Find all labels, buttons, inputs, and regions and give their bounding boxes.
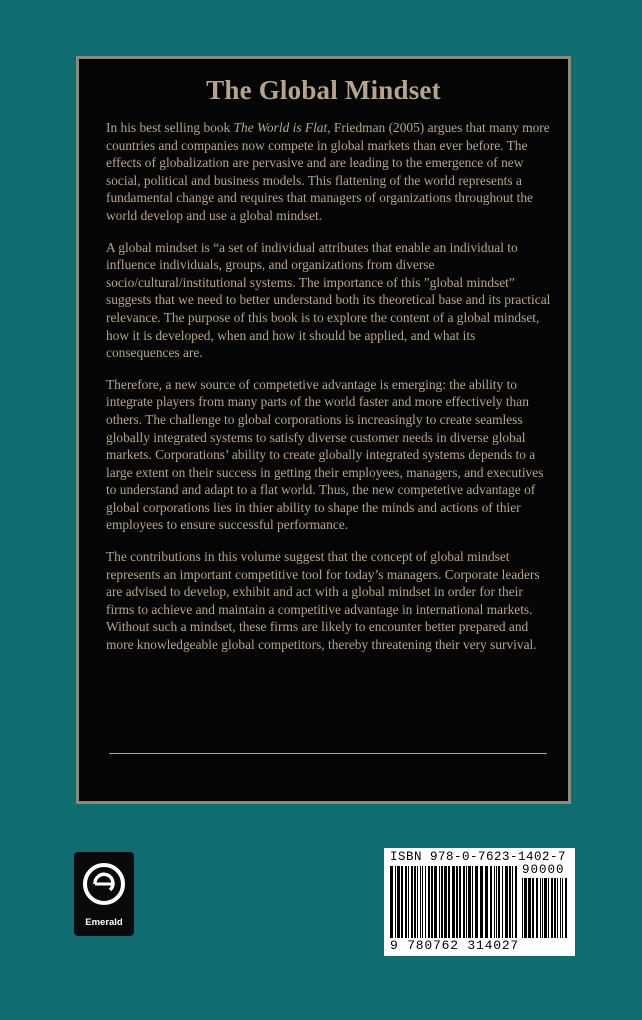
- description-panel: [76, 56, 571, 804]
- barcode-bar: [428, 866, 430, 938]
- blurb-paragraph-2: A global mindset is “a set of individual attributes that enable an individual to influence individuals, groups, and organizations from diverse socio/cultural/institutional systems. The importance of this ”global mindset” suggests that we need to better understand both its theoretical base and its practical relevance. The purpose of this book is to explore the content of a global mindset, how it is developed, when and how it should be applied, and what its consequences are.: [106, 239, 551, 361]
- blurb-paragraph-1: [106, 119, 552, 225]
- barcode-bar: [502, 866, 503, 938]
- addon-barcode-bars: [522, 878, 570, 938]
- barcode-bar: [565, 878, 567, 938]
- barcode-bar: [480, 866, 483, 938]
- barcode-bar: [395, 866, 396, 938]
- barcode-bar: [441, 866, 443, 938]
- barcode-bar: [411, 866, 413, 938]
- barcode-bar: [490, 866, 492, 938]
- barcode-bar: [551, 878, 553, 938]
- barcode-bar: [408, 866, 409, 938]
- barcode-label: [384, 848, 575, 956]
- barcode-bar: [494, 866, 495, 938]
- emerald-logo-icon: [79, 857, 129, 913]
- addon-digits: 90000: [522, 863, 565, 877]
- publisher-name: Emerald: [85, 917, 123, 928]
- publisher-logo: [74, 852, 134, 936]
- barcode-bar: [414, 866, 416, 938]
- barcode-bar: [405, 866, 407, 938]
- barcode-bar: [475, 866, 478, 938]
- blurb-paragraph-4: The contributions in this volume suggest that the concept of global mindset represents an important competitive tool for today’s managers. Corporate leaders are advised to develop, exhibit and act with a global mindset in order for their firms to achieve and maintain a competitive advantage in international markets. Without such a mindset, these firms are likely to encounter better prepared and more knowledgeable global competitors, thereby threatening their very survival.: [106, 549, 540, 653]
- barcode-bar: [456, 866, 458, 938]
- barcode-bar: [554, 878, 556, 938]
- cited-book-title: The World is Flat: [233, 120, 328, 135]
- paragraph-1-rest: , Friedman (2005) argues that many more countries and companies now compete in global markets than ever before. The effects of globalization are pervasive and are leading to the emergence of new social, political and business models. This flattening of the world represents a fundamental change and requires that managers of organizations throughout the world develop and use a global mindset.: [106, 120, 550, 223]
- barcode-bar: [532, 878, 534, 938]
- barcode-bar: [472, 866, 473, 938]
- barcode-bar: [425, 866, 426, 938]
- barcode-bar: [512, 866, 513, 938]
- divider-line: [109, 753, 547, 754]
- barcode-bar: [485, 866, 488, 938]
- blurb-text: [106, 119, 552, 668]
- barcode-bar: [536, 878, 538, 938]
- barcode-bar: [459, 866, 461, 938]
- barcode-bar: [468, 866, 471, 938]
- barcode-bar: [422, 866, 423, 938]
- book-title: The Global Mindset: [206, 75, 441, 105]
- barcode-bar: [515, 866, 517, 938]
- barcode-bar: [542, 878, 543, 938]
- barcode-bar: [524, 878, 527, 938]
- barcode-bar: [431, 866, 433, 938]
- barcode-bar: [466, 866, 467, 938]
- blurb-paragraph-3: Therefore, a new source of competetive advantage is emerging: the ability to integrate players from many parts of the world faster and more effectively than others. The challenge to global corporations is increasingly to create seamless globally integrated systems to satisfy diverse customer needs in diverse global markets. Corporations’ ability to create globally integrated systems depends to a large extent on their success in getting their employees, managers, and executives to understand and adapt to a flat world. Thus, the new competetive advantage of global corporations lies in thier ability to shape the minds and actions of thier employees to ensure successful performance.: [106, 376, 544, 533]
- ean-digits: 9 780762 314027: [390, 938, 520, 953]
- barcode-bar: [439, 866, 440, 938]
- barcode-bar: [544, 878, 547, 938]
- barcode-bar: [434, 866, 437, 938]
- barcode-bar: [401, 866, 403, 938]
- barcode-bar: [417, 866, 418, 938]
- barcode-bar: [397, 866, 400, 938]
- paragraph-1-start: In his best selling book: [106, 120, 234, 135]
- barcode-bar: [509, 866, 511, 938]
- isbn-text: ISBN 978-0-7623-1402-7: [390, 850, 567, 864]
- ean-barcode-bars: [390, 866, 518, 938]
- barcode-bar: [560, 878, 561, 938]
- barcode-bar: [505, 866, 508, 938]
- barcode-bar: [420, 866, 421, 938]
- barcode-bar: [522, 878, 523, 938]
- barcode-bar: [557, 878, 558, 938]
- barcode-bar: [496, 866, 497, 938]
- barcode-bar: [528, 878, 531, 938]
- barcode-bar: [444, 866, 447, 938]
- barcode-bar: [498, 866, 500, 938]
- barcode-bar: [390, 866, 393, 938]
- barcode-bar: [548, 878, 549, 938]
- barcode-bar: [540, 878, 541, 938]
- barcode-bar: [452, 866, 455, 938]
- barcode-bar: [463, 866, 465, 938]
- barcode-bar: [448, 866, 450, 938]
- barcode-bar: [562, 878, 563, 938]
